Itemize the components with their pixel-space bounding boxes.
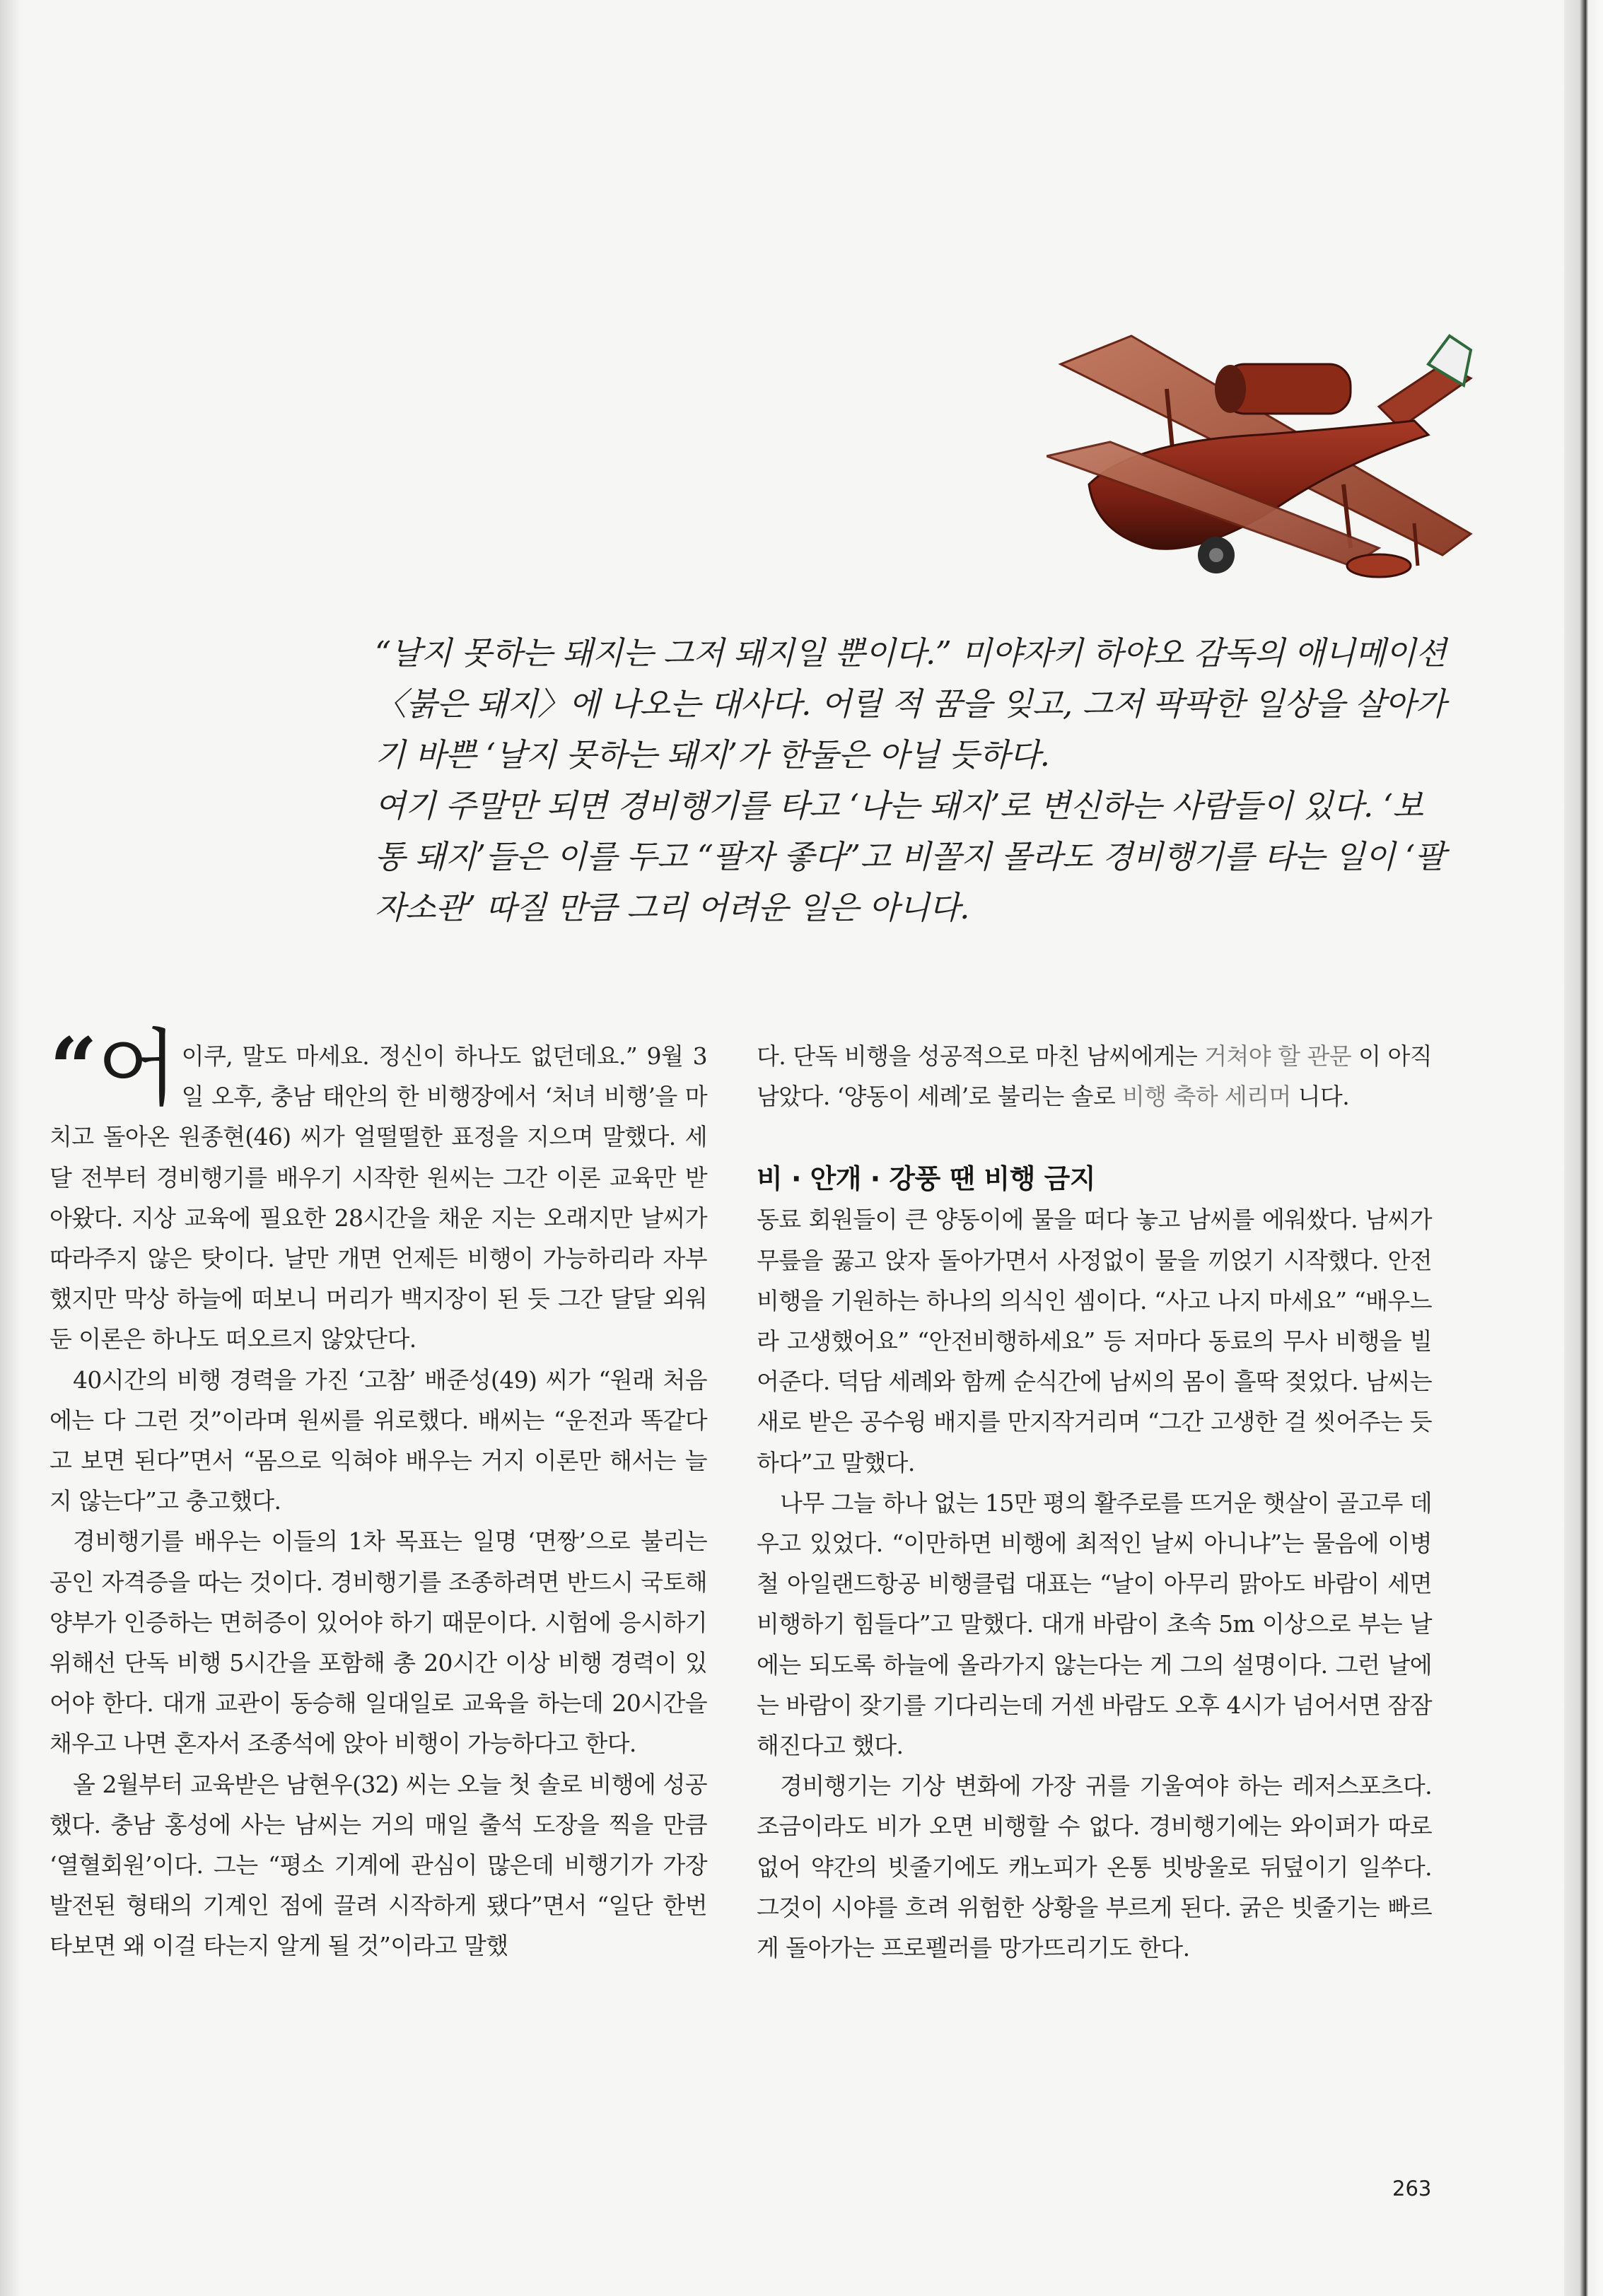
continuation-text: 다. 단독 비행을 성공적으로 마친 남씨에게는	[757, 1042, 1205, 1070]
body-paragraph: 올 2월부터 교육받은 남현우(32) 씨는 오늘 첫 솔로 비행에 성공했다. 충남 홍성에 사는 남씨는 거의 매일 출석 도장을 찍을 만큼 ‘열혈회원’이다. 그는 “평소 기계에 관심이 많은데 비행기가 가장 발전된 형태의 기계인 점에 끌려 시작하게 됐다”면서 “일단 한번 타보면 왜 이걸 타는지 알게 될 것”이라고 말했	[49, 1770, 707, 1960]
page-edge	[1564, 0, 1603, 2296]
continuation-faded-text: 거쳐야 할 관문	[1204, 1042, 1352, 1070]
body-paragraph: 40시간의 비행 경력을 가진 ‘고참’ 배준성(49) 씨가 “원래 처음에는 다 그런 것”이라며 원씨를 위로했다. 배씨는 “운전과 똑같다고 보면 된다”면서 “몸으로 익혀야 배우는 거지 이론만 해서는 늘지 않는다”고 충고했다.	[49, 1365, 707, 1515]
intro-lede	[375, 628, 1450, 933]
continuation-text: 니다.	[1290, 1083, 1350, 1111]
opening-paragraph	[49, 1019, 707, 1360]
seaplane-illustration	[1047, 322, 1485, 612]
intro-paragraph-1: “날지 못하는 돼지는 그저 돼지일 뿐이다.” 미야자키 하야오 감독의 애니메이션 〈붉은 돼지〉에 나오는 대사다. 어릴 적 꿈을 잊고, 그저 팍팍한 일상을 살아가기 바쁜 ‘날지 못하는 돼지’가 한둘은 아닐 듯하다.	[375, 634, 1447, 774]
dropcap-letter: 어	[97, 1020, 177, 1117]
body-paragraph: 나무 그늘 하나 없는 15만 평의 활주로를 뜨거운 햇살이 골고루 데우고 있었다. “이만하면 비행에 최적인 날씨 아니냐”는 물음에 이병철 아일랜드항공 비행클럽 대표는 “날이 아무리 맑아도 바람이 세면 비행하기 힘들다”고 말했다. 대개 바람이 초속 5m 이상으로 부는 날에는 되도록 하늘에 올라가지 않는다는 게 그의 설명이다. 그런 날에는 바람이 잦기를 기다리는데 거센 바람도 오후 4시가 넘어서면 잠잠해진다고 했다.	[757, 1488, 1432, 1760]
page-gutter-shadow	[0, 0, 21, 2296]
continuation-text: 이 아직 남았다. ‘양동이 세례’로 불리는 솔로	[757, 1042, 1432, 1111]
left-column	[49, 1019, 707, 1966]
section-subheading: 비 · 안개 · 강풍 땐 비행 금지	[757, 1163, 1096, 1195]
right-column	[757, 1036, 1432, 1968]
body-paragraph: 동료 회원들이 큰 양동이에 물을 떠다 놓고 남씨를 에워쌌다. 남씨가 무릎을 꿇고 앉자 돌아가면서 사정없이 물을 끼얹기 시작했다. 안전비행을 기원하는 하나의 의식인 셈이다. “사고 나지 마세요” “배우느라 고생했어요” “안전비행하세요” 등 저마다 동료의 무사 비행을 빌어준다. 덕담 세례와 함께 순식간에 남씨의 몸이 흘딱 젖었다. 남씨는 새로 받은 공수윙 배지를 만지작거리며 “그간 고생한 걸 씻어주는 듯하다”고 말했다.	[757, 1206, 1432, 1476]
opening-paragraph-text: 이쿠, 말도 마세요. 정신이 하나도 없던데요.” 9월 3일 오후, 충남 태안의 한 비행장에서 ‘처녀 비행’을 마치고 돌아온 원종현(46) 씨가 얼떨떨한 표정을 지으며 말했다. 세 달 전부터 경비행기를 배우기 시작한 원씨는 그간 이론 교육만 받아왔다. 지상 교육에 필요한 28시간을 채운 지는 오래지만 날씨가 따라주지 않은 탓이다. 날만 개면 언제든 비행이 가능하리라 자부했지만 막상 하늘에 떠보니 머리가 백지장이 된 듯 그간 달달 외워둔 이론은 하나도 떠오르지 않았단다.	[49, 1042, 707, 1353]
continuation-faded-text: 비행 축하 세리머	[1122, 1083, 1291, 1111]
intro-paragraph-2: 여기 주말만 되면 경비행기를 타고 ‘나는 돼지’로 변신하는 사람들이 있다. ‘보통 돼지’들은 이를 두고 “팔자 좋다”고 비꼴지 몰라도 경비행기를 타는 일이 ‘팔자소관’ 따질 만큼 그리 어려운 일은 아니다.	[375, 787, 1445, 926]
continuation-paragraph	[757, 1036, 1432, 1117]
dropcap	[49, 1019, 177, 1117]
page-number: 263	[1392, 2176, 1432, 2201]
dropcap-open-quote: “	[49, 1019, 98, 1117]
body-paragraph: 경비행기는 기상 변화에 가장 귀를 기울여야 하는 레저스포츠다. 조금이라도 비가 오면 비행할 수 없다. 경비행기에는 와이퍼가 따로 없어 약간의 빗줄기에도 캐노피가 온통 빗방울로 뒤덮이기 일쑤다. 그것이 시야를 흐려 위험한 상황을 부르게 된다. 굵은 빗줄기는 빠르게 돌아가는 프로펠러를 망가뜨리기도 한다.	[757, 1772, 1432, 1962]
body-paragraph: 경비행기를 배우는 이들의 1차 목표는 일명 ‘면짱’으로 불리는 공인 자격증을 따는 것이다. 경비행기를 조종하려면 반드시 국토해양부가 인증하는 면허증이 있어야 하기 때문이다. 시험에 응시하기 위해선 단독 비행 5시간을 포함해 총 20시간 이상 비행 경력이 있어야 한다. 대개 교관이 동승해 일대일로 교육을 하는데 20시간을 채우고 나면 혼자서 조종석에 앉아 비행이 가능하다고 한다.	[49, 1527, 707, 1758]
